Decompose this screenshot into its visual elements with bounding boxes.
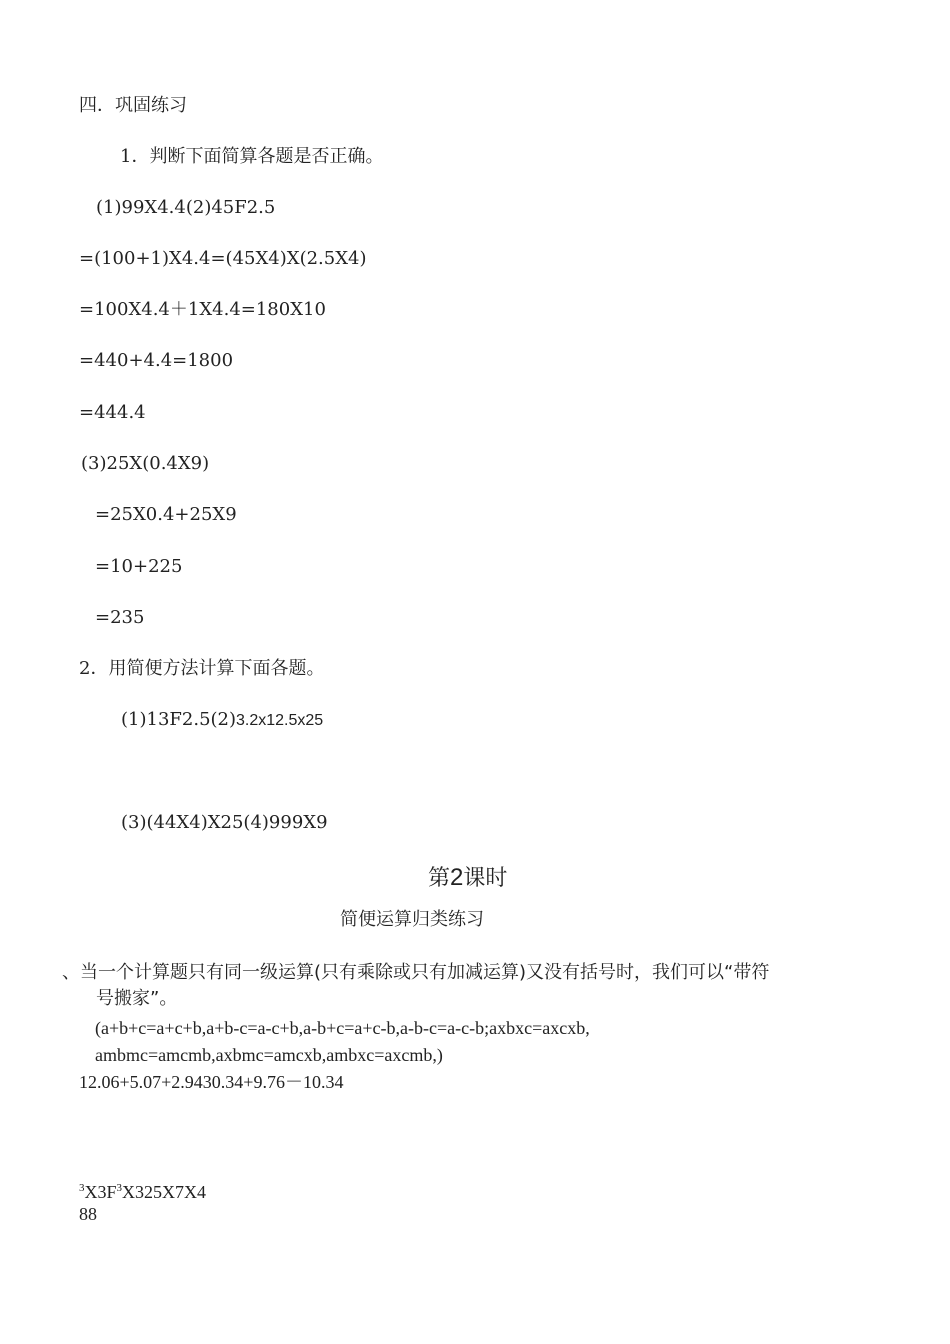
example-line: 12.06+5.07+2.9430.34+9.76－10.34 [79,1072,344,1092]
expression-part: X3F [84,1182,117,1202]
q2-title: 2．用简便方法计算下面各题。 [79,658,325,679]
q1-3-line: =235 [95,607,145,628]
q1-title: 1．判断下面简算各题是否正确。 [120,146,384,167]
section4-heading: 四．巩固练习 [79,95,187,116]
intro-line: 、当一个计算题只有同一级运算(只有乘除或只有加减运算)又没有括号时，我们可以“带符 [62,962,770,983]
q1-3-line: (3)25X(0.4X9) [81,453,210,474]
rule-line: ambmc=amcmb,axbmc=amcxb,ambxc=axcmb,) [95,1045,443,1065]
rule-line: (a+b+c=a+c+b,a+b-c=a-c+b,a-b+c=a+c-b,a-b-c=a-c-b;axbxc=axcxb, [95,1018,590,1038]
intro-line: 号搬家”。 [96,988,178,1009]
fraction-expression [79,1181,206,1203]
lesson-title [428,864,507,893]
superscript: 3 [116,1182,123,1194]
expression-part: X325X7X4 [122,1182,207,1202]
lesson-title-pre: 第 [428,866,451,891]
q2-line [121,709,323,732]
superscript: 3 [79,1182,85,1194]
q2-line: (3)(44X4)X25(4)999X9 [121,812,328,833]
q1-line: =100X4.4＋1X4.4=180X10 [79,299,326,320]
q1-line: =(100+1)X4.4=(45X4)X(2.5X4) [79,248,367,269]
q2-line-suffix: 3.2x12.5x25 [236,712,324,729]
q1-line: =440+4.4=1800 [79,350,234,371]
q1-line: =444.4 [79,402,146,423]
lesson-title-num: 2 [450,864,464,891]
lesson-title-post: 课时 [463,866,508,891]
q1-3-line: =25X0.4+25X9 [95,504,237,525]
q2-line-prefix: (1)13F2.5(2) [121,709,237,730]
q1-line: (1)99X4.4(2)45F2.5 [96,197,276,218]
lesson-subtitle: 简便运算归类练习 [340,909,484,930]
q1-3-line: =10+225 [95,556,183,577]
fraction-denominator: 88 [79,1204,97,1224]
